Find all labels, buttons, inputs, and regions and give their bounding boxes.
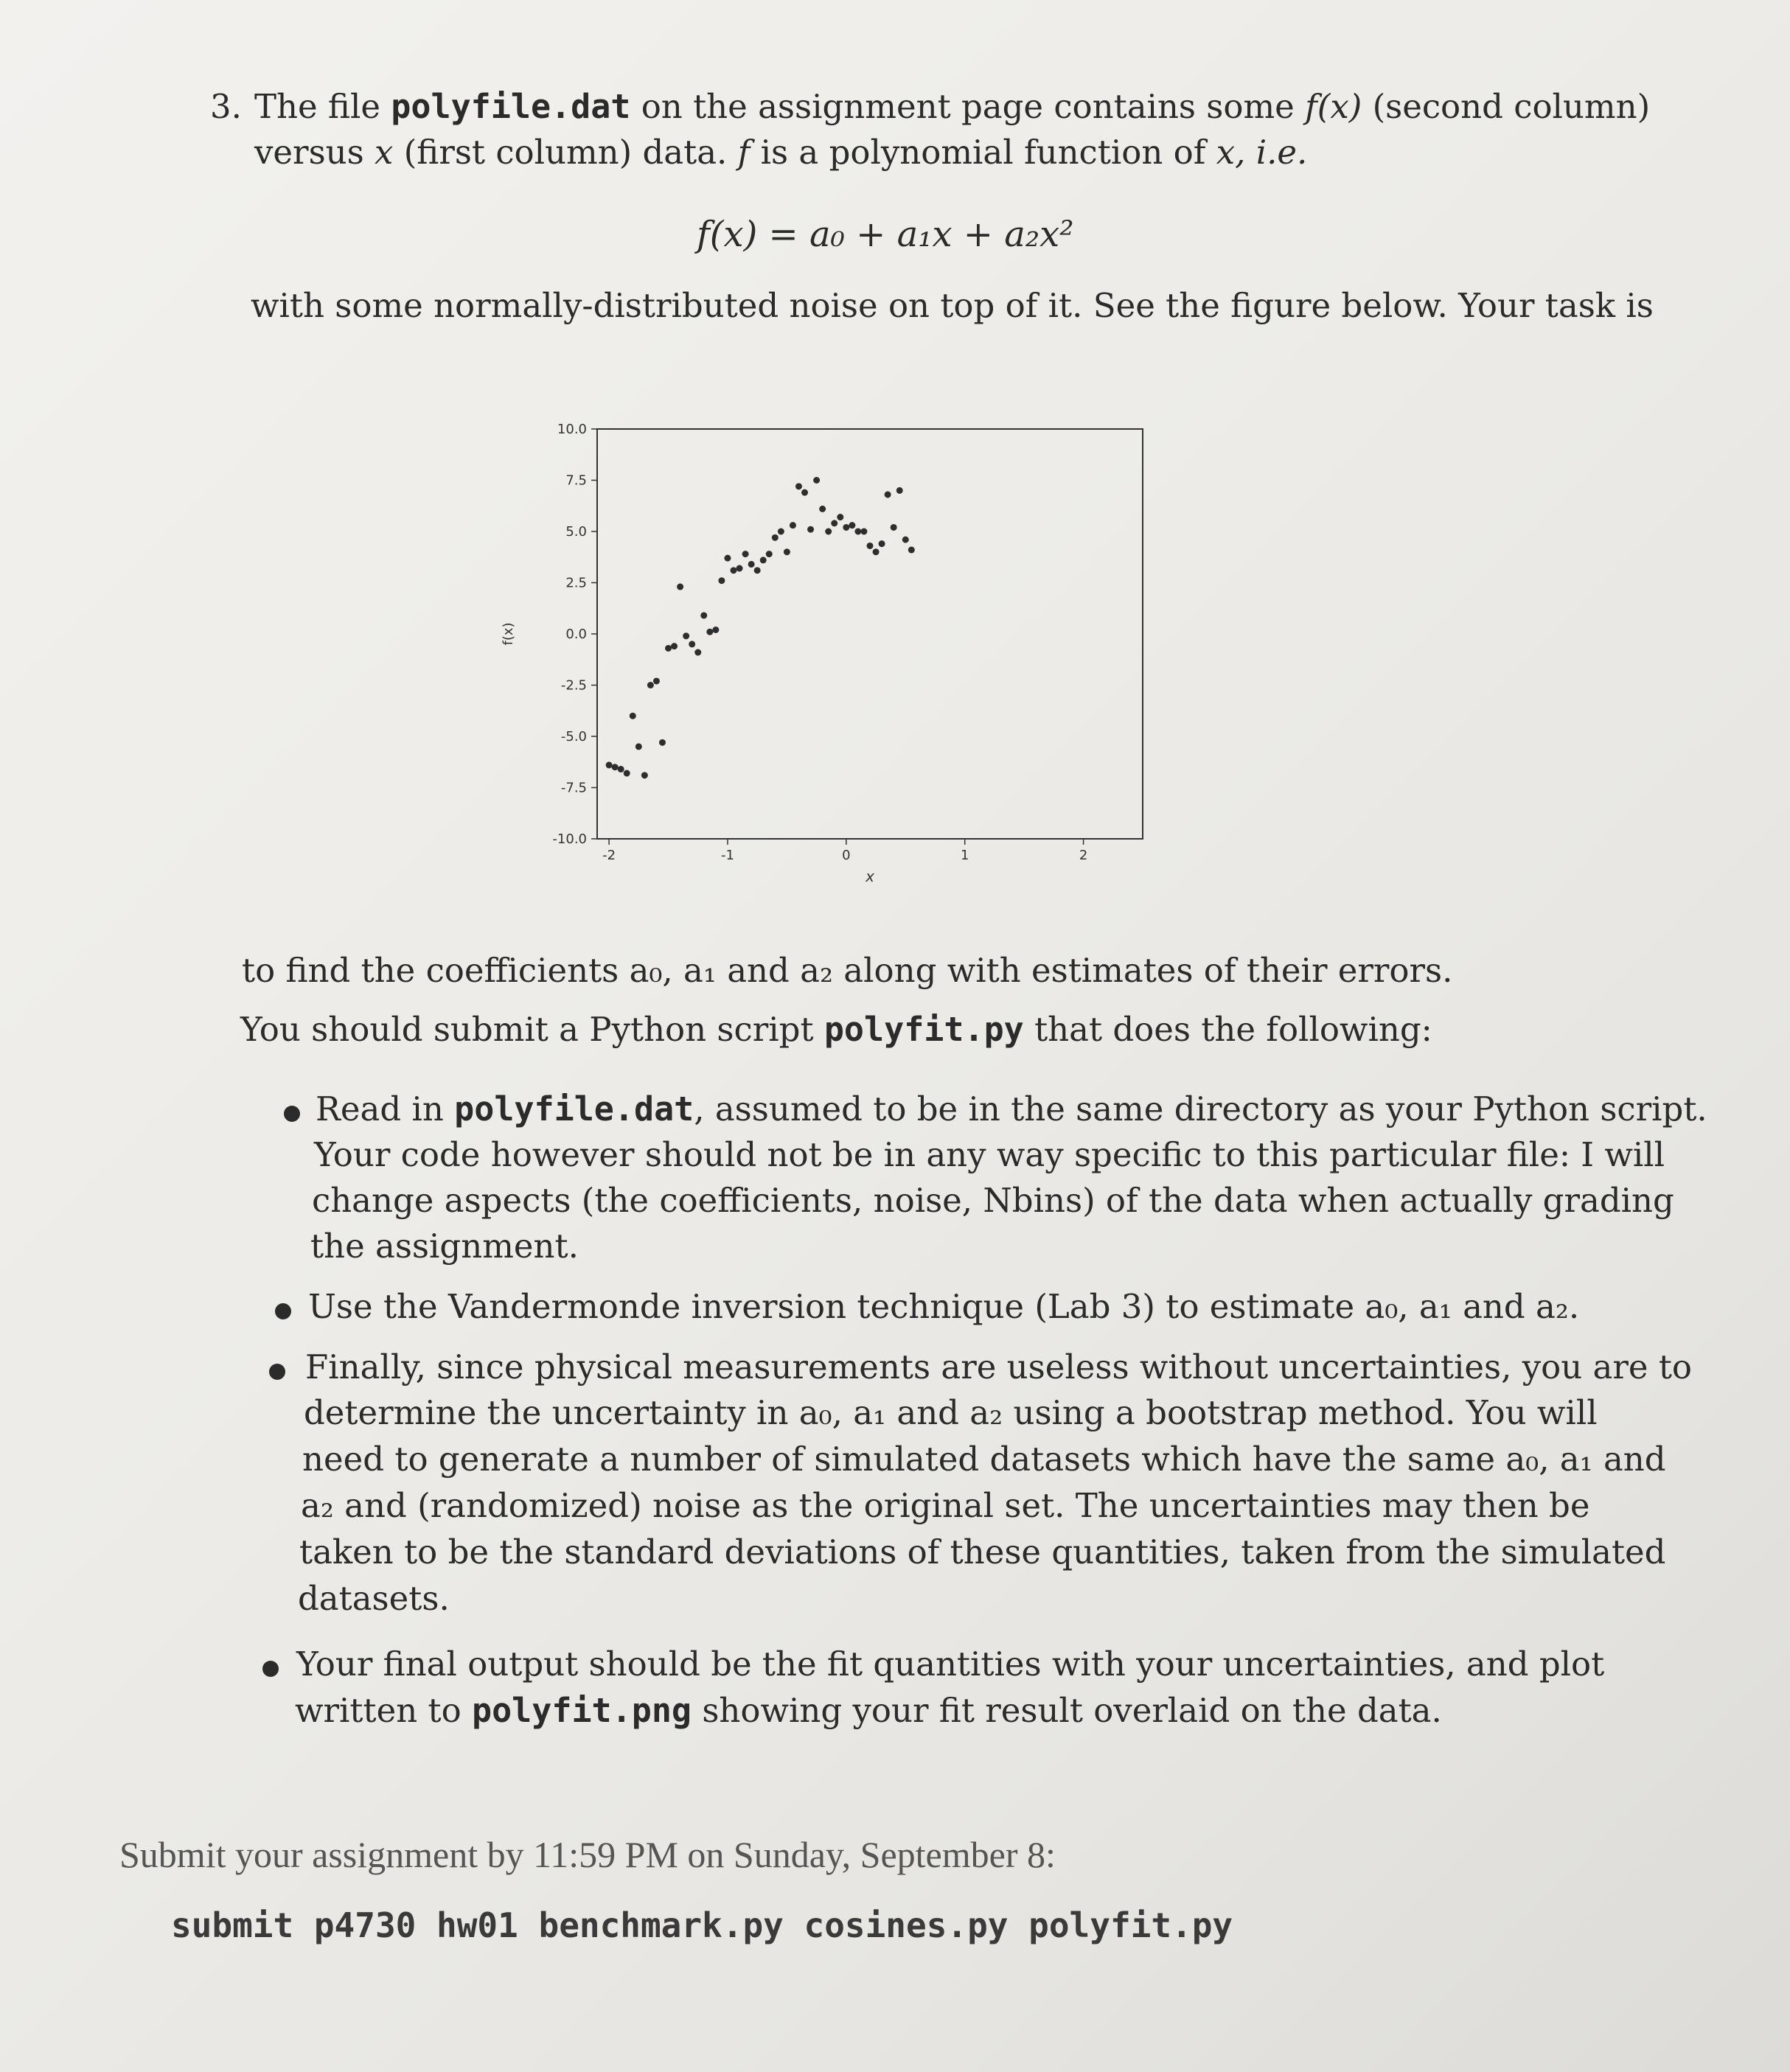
data-point [778, 529, 784, 535]
data-point [635, 743, 642, 750]
bullet-dot [275, 1303, 291, 1319]
bullet-dot [262, 1661, 279, 1677]
data-point [879, 540, 885, 547]
bullet-dot [269, 1364, 285, 1380]
data-point [843, 524, 849, 531]
data-point [641, 772, 648, 778]
data-point [647, 682, 654, 688]
bullet-1-line-4: the assignment. [310, 1227, 579, 1266]
data-point [801, 489, 808, 496]
data-point [630, 713, 636, 719]
bullet-2-line: Use the Vandermonde inversion technique (Lab 3) to estimate a₀, a₁ and a₂. [308, 1287, 1580, 1326]
after-equation-text: with some normally-distributed noise on top of it. See the figure below. Your task is [251, 286, 1654, 325]
data-point [807, 526, 814, 533]
bullet-1-line-2: Your code however should not be in any way specific to this particular file: I will [314, 1135, 1665, 1174]
bullet-3-line-3: need to generate a number of simulated datasets which have the same a₀, a₁ and [302, 1440, 1666, 1479]
y-tick-label: -2.5 [560, 677, 587, 694]
y-tick-label: 7.5 [565, 472, 587, 489]
x-tick-label: -1 [720, 848, 734, 863]
x-tick-label: 0 [842, 848, 851, 863]
data-point [748, 561, 755, 568]
data-point [612, 764, 619, 770]
x-tick-label: -2 [602, 848, 616, 863]
data-point [665, 645, 672, 652]
x-tick-label: 1 [960, 848, 969, 863]
y-axis-label: f(x) [501, 622, 516, 646]
task-line: to find the coefficients a₀, a₁ and a₂ along with estimates of their errors. [242, 951, 1453, 990]
data-point [831, 520, 837, 526]
data-point [742, 551, 749, 557]
data-point [896, 487, 903, 494]
x-axis-label: x [866, 868, 874, 885]
data-point [891, 524, 897, 531]
script-name: polyfit.py [823, 1010, 1024, 1049]
intro-line-1: The file polyfile.dat on the assignment page contains some f(x) (second column) [254, 87, 1651, 126]
data-point [849, 522, 855, 529]
scatter-plot [487, 398, 1150, 899]
bullet-3-line-2: determine the uncertainty in a₀, a₁ and a₂ using a bootstrap method. You will [304, 1393, 1598, 1432]
data-point [867, 543, 874, 549]
data-point [784, 548, 790, 555]
bullet-4-line-2: written to polyfit.png showing your fit result overlaid on the data. [295, 1691, 1442, 1730]
data-point [659, 739, 666, 746]
data-point [795, 483, 802, 489]
data-point [754, 567, 761, 573]
data-point [653, 677, 660, 684]
data-point [819, 506, 826, 512]
data-point [736, 565, 743, 572]
polynomial-equation: f(x) = a₀ + a₁x + a₂x² [697, 214, 1074, 255]
submit-line: You should submit a Python script polyfit.py that does the following: [240, 1010, 1432, 1049]
y-tick-label: 2.5 [565, 575, 587, 591]
y-tick-label: -7.5 [560, 780, 587, 796]
data-point [671, 643, 678, 649]
file-name-polyfile: polyfile.dat [391, 87, 631, 126]
bullet-dot [284, 1106, 300, 1122]
deadline-text: Submit your assignment by 11:59 PM on Sunday, September 8: [119, 1834, 1056, 1875]
y-tick-label: 10.0 [557, 422, 587, 437]
intro-line-2: versus x (first column) data. f is a polynomial function of x, i.e. [254, 133, 1308, 172]
data-point [618, 766, 624, 772]
data-point [854, 529, 861, 535]
data-point [908, 547, 915, 554]
bullet-3-line-4: a₂ and (randomized) noise as the original set. The uncertainties may then be [301, 1486, 1590, 1525]
data-point [825, 529, 832, 535]
bullet-3-line-1: Finally, since physical measurements are useless without uncertainties, you are to [305, 1347, 1692, 1386]
data-point [677, 584, 683, 590]
problem-number: 3. [210, 87, 242, 126]
data-point [837, 514, 843, 520]
scatter-plot-svg [487, 398, 1150, 899]
data-point [706, 629, 713, 635]
data-point [689, 641, 695, 647]
data-point [790, 522, 796, 529]
x-tick-label: 2 [1079, 848, 1088, 863]
data-point [718, 577, 725, 584]
bullet-4-line-1: Your final output should be the fit quantities with your uncertainties, and plot [296, 1644, 1605, 1684]
submit-command: submit p4730 hw01 benchmark.py cosines.py polyfit.py [171, 1905, 1233, 1945]
data-point [760, 557, 767, 563]
data-point [766, 551, 773, 557]
plot-frame [597, 429, 1143, 839]
data-point [712, 627, 719, 633]
data-point [885, 491, 891, 498]
output-file-name: polyfit.png [472, 1691, 692, 1730]
bullet-3-line-6: datasets. [298, 1579, 450, 1618]
data-point [683, 632, 689, 639]
data-point [813, 477, 820, 484]
data-point [724, 555, 731, 562]
bullet-3-line-5: taken to be the standard deviations of these quantities, taken from the simulated [299, 1532, 1666, 1572]
y-tick-label: 5.0 [565, 524, 587, 540]
data-point [860, 529, 867, 535]
y-tick-label: -5.0 [560, 729, 587, 744]
bullet-1-line-3: change aspects (the coefficients, noise, Nbins) of the data when actually grading [312, 1181, 1674, 1220]
data-point [606, 761, 613, 768]
data-point [873, 548, 880, 555]
data-point [700, 612, 707, 618]
data-point [731, 567, 737, 573]
data-point [694, 649, 701, 656]
y-tick-label: -10.0 [552, 831, 587, 847]
data-point [772, 534, 779, 541]
data-point [624, 770, 630, 777]
data-point [902, 537, 909, 543]
y-tick-label: 0.0 [565, 627, 587, 642]
bullet-1-line-1: Read in polyfile.dat, assumed to be in the same directory as your Python script. [316, 1089, 1707, 1129]
